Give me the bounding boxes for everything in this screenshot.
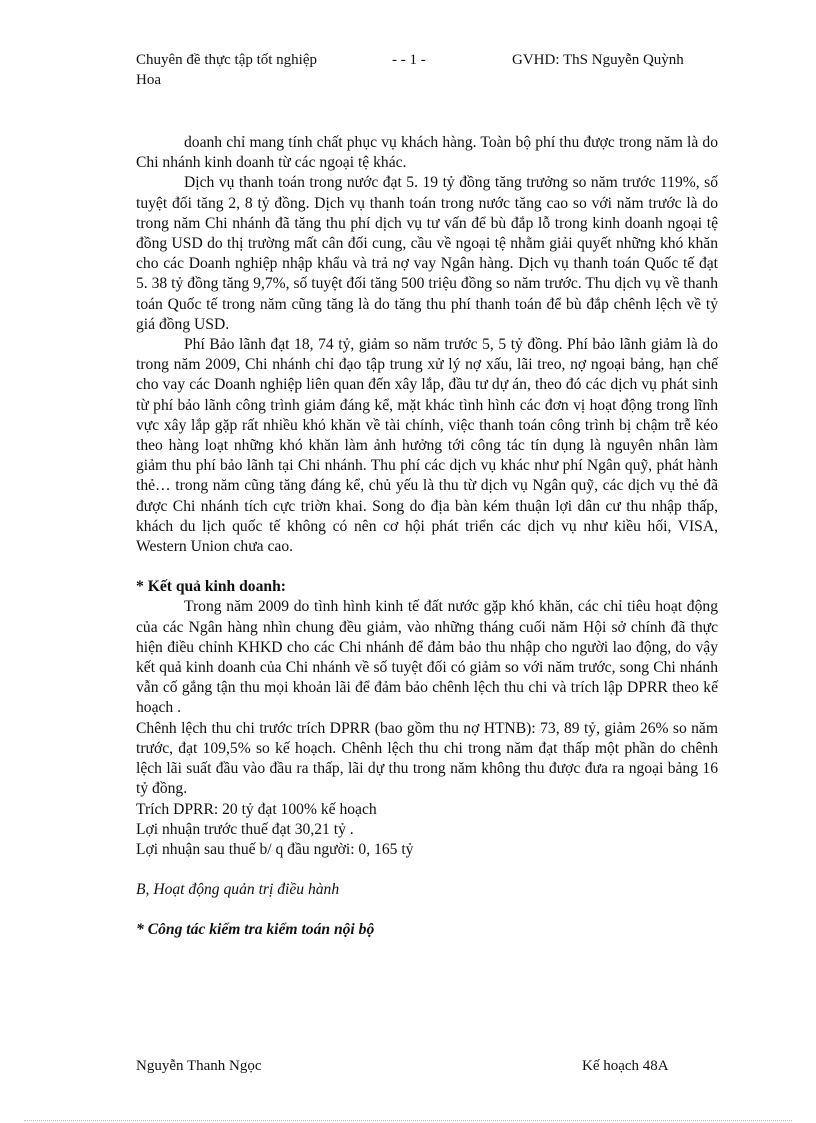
paragraph-fee-summary: doanh chỉ mang tính chất phục vụ khách hàng. Toàn bộ phí thu được trong năm là do Chi nhánh kinh doanh từ các ngoại tệ khác. bbox=[136, 134, 718, 172]
section-heading-business-results: * Kết quả kinh doanh: bbox=[136, 578, 286, 596]
header-title-line1: Chuyên đề thực tập tốt nghiệp bbox=[136, 52, 318, 68]
line-profit-after-tax: Lợi nhuận sau thuế b/ q đầu người: 0, 165 tỷ bbox=[136, 840, 414, 858]
paragraph-payment-services: Dịch vụ thanh toán trong nước đạt 5. 19 tỷ đồng tăng trưởng so năm trước 119%, số tuyệt đối tăng 2, 8 tỷ đồng. Dịch vụ thanh toán trong nước tăng cao so với năm trước là do trong năm Chi nhánh đã tăng thu phí dịch vụ tư vấn để bù đắp lỗ trong kinh doanh ngoại tệ đồng USD do thị trường mất cân đối cung, cầu về ngoại tệ nhằm giải quyết những khó khăn cho các Doanh nghiệp nhập khẩu và trả nợ vay Ngân hàng. Dịch vụ thanh toán Quốc tế đạt 5. 38 tỷ đồng tăng 9,7%, số tuyệt đối tăng 500 triệu đồng so năm trước. Thu dịch vụ về thanh toán Quốc tế trong năm cũng tăng là do tăng thu phí thanh toán để bù đắp chênh lệch về tỷ giá đồng USD. bbox=[136, 174, 718, 333]
header-title-line2: Hoa bbox=[136, 72, 161, 88]
header-title bbox=[136, 50, 366, 90]
header-page-number: - - 1 - bbox=[392, 52, 426, 68]
paragraph-guarantee-fees: Phí Bảo lãnh đạt 18, 74 tỷ, giảm so năm trước 5, 5 tỷ đồng. Phí bảo lãnh giảm là do trong năm 2009, Chi nhánh chỉ đạo tập trung xử lý nợ xấu, lãi treo, nợ ngoại bảng, hạn chế cho vay các Doanh nghiệp liên quan đến xây lắp, đầu tư dự án, theo đó các dịch vụ phát sinh từ phí bảo lãnh công trình giảm đáng kể, mặt khác tình hình các đơn vị hoạt động trong lĩnh vực xây lắp gặp rất nhiều khó khăn về tài chính, việc thanh toán công trình bị chậm trễ kéo theo hàng loạt những khó khăn làm ảnh hưởng tới công tác tín dụng là nguyên nhân làm giảm thu phí bảo lãnh tại Chi nhánh. Thu phí các dịch vụ khác như phí Ngân quỹ, phát hành thẻ… trong năm cũng tăng đáng kể, chủ yếu là thu từ dịch vụ Ngân quỹ, các dịch vụ thẻ đã được Chi nhánh tích cực triờn khai. Song do địa bàn kém thuận lợi dân cư thu nhập thấp, khách du lịch quốc tế không có nên cơ hội phát triển các dịch vụ như kiều hối, VISA, Western Union chưa cao. bbox=[136, 336, 718, 556]
header-advisor: GVHD: ThS Nguyễn Quỳnh bbox=[512, 52, 684, 68]
footer-class: Kế hoạch 48A bbox=[582, 1058, 669, 1074]
section-heading-internal-audit: * Công tác kiểm tra kiểm toán nội bộ bbox=[136, 921, 375, 939]
paragraph-business-results: Trong năm 2009 do tình hình kinh tế đất nước gặp khó khăn, các chỉ tiêu hoạt động của các Ngân hàng nhìn chung đều giảm, vào những tháng cuối năm Hội sở chính đã thực hiện điều chỉnh KHKD cho các Chi nhánh để đảm bảo thu nhập cho người lao động, do vậy kết quả kinh doanh của Chi nhánh về số tuyệt đối có giảm so với năm trước, song Chi nhánh vẫn cố gắng tận thu mọi khoản lãi để đảm bảo chênh lệch thu chi và trích lập DPRR theo kế hoạch . bbox=[136, 598, 718, 717]
footer-author: Nguyễn Thanh Ngọc bbox=[136, 1058, 262, 1074]
line-profit-before-tax: Lợi nhuận trước thuế đạt 30,21 tỷ . bbox=[136, 820, 354, 838]
line-provision: Trích DPRR: 20 tỷ đạt 100% kế hoạch bbox=[136, 800, 377, 818]
page-bottom-rule bbox=[24, 1120, 792, 1121]
section-heading-management: B, Hoạt động quản trị điều hành bbox=[136, 881, 340, 899]
document-body bbox=[136, 133, 718, 941]
paragraph-income-expense-difference: Chênh lệch thu chi trước trích DPRR (bao gồm thu nợ HTNB): 73, 89 tỷ, giảm 26% so năm trước, đạt 109,5% so kế hoạch. Chênh lệch thu chi trong năm đạt thấp một phần do chênh lệch lãi suất đầu vào đầu ra thấp, lãi dự thu trong năm không thu được đưa ra ngoại bảng 16 tỷ đồng. bbox=[136, 719, 718, 798]
